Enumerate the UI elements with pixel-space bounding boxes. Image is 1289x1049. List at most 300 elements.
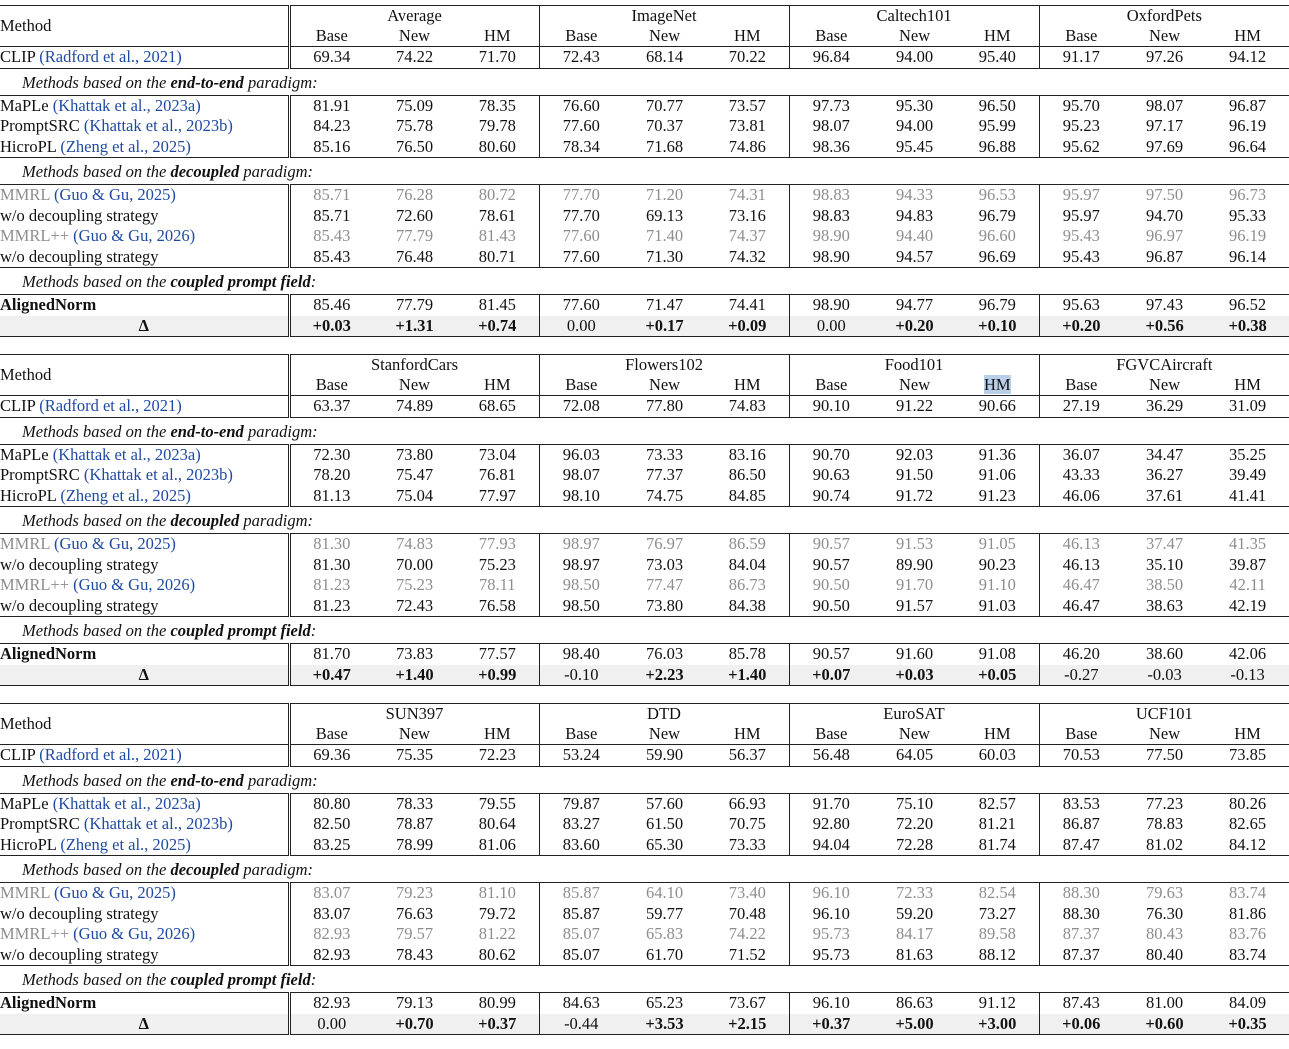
value-cell: 69.13 — [645, 205, 684, 225]
value-cell: 80.40 — [1123, 945, 1206, 966]
column-header-base: Base — [289, 25, 373, 47]
value-cell: 79.57 — [395, 924, 434, 943]
value-cell: 70.37 — [645, 116, 684, 135]
value-cell: 94.12 — [1206, 47, 1289, 69]
value-cell: 96.50 — [956, 95, 1039, 116]
paradigm-text — [0, 73, 318, 92]
column-header-new: New — [873, 374, 956, 396]
value-cell: 41.35 — [1229, 534, 1267, 553]
dataset-header: Food101 — [789, 355, 1039, 375]
value-cell: 98.90 — [812, 295, 850, 314]
paradigm-name: end-to-end — [170, 770, 244, 790]
value-cell: 95.99 — [956, 116, 1039, 137]
value-cell: 70.00 — [395, 554, 434, 574]
value-cell: 81.23 — [289, 596, 373, 617]
value-cell: +1.40 — [706, 665, 789, 686]
method-name: AlignedNorm — [0, 993, 97, 1012]
value-cell: 38.50 — [1146, 575, 1184, 594]
citation-link[interactable]: (Zheng et al., 2025) — [60, 834, 191, 854]
value-cell: 72.43 — [373, 596, 456, 617]
citation-link[interactable]: (Khattak et al., 2023b) — [83, 814, 233, 833]
value-cell: 81.22 — [456, 924, 539, 945]
citation-link[interactable]: (Guo & Gu, 2025) — [53, 185, 176, 204]
value-cell: 76.81 — [456, 465, 539, 486]
value-cell: 73.16 — [706, 206, 789, 227]
value-cell: 98.83 — [812, 185, 850, 204]
value-cell: 72.43 — [539, 47, 623, 69]
column-header-base: Base — [789, 723, 873, 745]
dataset-header: Average — [289, 6, 539, 26]
value-cell: 91.23 — [956, 486, 1039, 507]
value-cell: 94.83 — [895, 205, 934, 225]
value-cell: 79.13 — [395, 993, 434, 1012]
value-cell: 72.33 — [895, 883, 934, 902]
value-cell: 80.72 — [456, 185, 539, 206]
value-cell: 96.79 — [956, 295, 1039, 316]
paradigm-name: coupled prompt field — [170, 621, 311, 640]
value-cell: 98.36 — [789, 137, 873, 158]
value-cell: 94.00 — [873, 47, 956, 69]
value-cell: 86.59 — [706, 534, 789, 555]
value-cell: 78.34 — [539, 137, 623, 158]
value-cell: +0.38 — [1206, 316, 1289, 337]
value-cell: 76.50 — [373, 137, 456, 158]
paradigm-text — [0, 162, 313, 181]
value-cell: 74.86 — [706, 137, 789, 158]
value-cell: 81.63 — [873, 945, 956, 966]
value-cell: 89.58 — [956, 924, 1039, 945]
method-name-mmrl-wo — [0, 206, 289, 227]
paradigm-label — [0, 966, 1289, 993]
value-cell: -0.10 — [539, 665, 623, 686]
value-cell: 85.87 — [562, 903, 600, 923]
value-cell: 78.87 — [395, 814, 434, 833]
citation-link[interactable]: (Guo & Gu, 2026) — [73, 575, 196, 594]
value-cell: 74.83 — [706, 396, 789, 418]
value-cell: 73.67 — [706, 993, 789, 1014]
citation-link[interactable]: (Radford et al., 2021) — [39, 396, 182, 415]
value-cell: 77.97 — [456, 486, 539, 507]
method-name-promptsrc — [0, 116, 289, 137]
value-cell: 96.60 — [956, 226, 1039, 247]
value-cell: 91.70 — [895, 575, 934, 594]
method-name-clip — [0, 396, 289, 418]
value-cell: 96.87 — [1229, 95, 1267, 115]
value-cell: 70.48 — [706, 904, 789, 925]
value-cell: 79.63 — [1145, 883, 1184, 902]
value-cell: 73.04 — [456, 444, 539, 465]
citation-link[interactable]: (Guo & Gu, 2026) — [73, 226, 196, 245]
dataset-header: UCF101 — [1039, 704, 1289, 724]
value-cell: 70.53 — [1039, 745, 1123, 767]
value-cell: 0.00 — [289, 1014, 373, 1035]
column-header-hm: HM — [956, 25, 1039, 47]
column-header-new: New — [373, 723, 456, 745]
value-cell: 90.50 — [789, 596, 873, 617]
method-name-clip — [0, 47, 289, 69]
value-cell: 97.43 — [1146, 295, 1184, 314]
value-cell: 85.16 — [289, 137, 373, 158]
value-cell: 98.90 — [812, 226, 850, 245]
results-table-block-2 — [0, 354, 1289, 686]
value-cell: 91.70 — [812, 793, 850, 813]
value-cell: +0.03 — [873, 665, 956, 686]
method-name: MMRL — [0, 534, 50, 553]
value-cell: 77.70 — [562, 185, 600, 204]
value-cell: 73.85 — [1206, 745, 1289, 767]
paradigm-suffix: : — [310, 621, 317, 640]
method-name-mmrl-wo — [0, 555, 289, 576]
value-cell: 78.83 — [1145, 814, 1184, 833]
value-cell: 68.14 — [623, 47, 706, 69]
method-name: PromptSRC — [0, 465, 80, 484]
value-cell: +0.70 — [373, 1014, 456, 1035]
value-cell: 98.50 — [539, 596, 623, 617]
value-cell: +0.06 — [1039, 1014, 1123, 1035]
value-cell: 85.07 — [562, 924, 600, 943]
value-cell: 97.69 — [1123, 137, 1206, 158]
citation-link[interactable]: (Guo & Gu, 2025) — [53, 534, 176, 553]
value-cell: 95.62 — [1039, 137, 1123, 158]
results-table-block-3 — [0, 703, 1289, 1035]
value-cell: 77.60 — [562, 116, 600, 135]
value-cell: 96.03 — [562, 444, 600, 464]
value-cell: 98.07 — [812, 116, 850, 135]
value-cell: 79.78 — [456, 116, 539, 137]
method-name-hicropl — [0, 835, 289, 856]
value-cell: 86.50 — [706, 465, 789, 486]
value-cell: 77.60 — [562, 226, 600, 245]
method-name: HicroPL — [0, 485, 57, 505]
value-cell: 88.30 — [1062, 883, 1100, 902]
value-cell: 95.73 — [789, 945, 873, 966]
value-cell: 85.78 — [706, 644, 789, 665]
method-name-aligned — [0, 295, 289, 316]
value-cell: 64.05 — [873, 745, 956, 767]
value-cell: +0.20 — [873, 316, 956, 337]
value-cell: 80.71 — [456, 247, 539, 268]
value-cell: 75.04 — [373, 486, 456, 507]
value-cell: 27.19 — [1039, 396, 1123, 418]
value-cell: 38.63 — [1123, 596, 1206, 617]
column-header-new: New — [873, 25, 956, 47]
paradigm-label — [0, 158, 1289, 185]
paradigm-prefix: Methods based on the — [22, 621, 167, 640]
method-name-maple — [0, 444, 289, 465]
value-cell: 57.60 — [645, 793, 684, 813]
method-name-mmrl — [0, 185, 289, 206]
method-name: PromptSRC — [0, 116, 80, 135]
value-cell: 92.03 — [895, 444, 934, 464]
value-cell: 77.70 — [562, 205, 600, 225]
value-cell: 46.06 — [1039, 486, 1123, 507]
method-name-mmrlpp — [0, 226, 289, 247]
value-cell: 74.37 — [706, 226, 789, 247]
value-cell: 98.97 — [562, 554, 600, 574]
value-cell: 81.10 — [456, 883, 539, 904]
method-name-maple — [0, 95, 289, 116]
value-cell: 91.50 — [895, 465, 934, 484]
value-cell: 94.40 — [895, 226, 934, 245]
value-cell: 83.25 — [289, 835, 373, 856]
value-cell: 98.90 — [789, 247, 873, 268]
value-cell: 94.57 — [873, 247, 956, 268]
column-header-new: New — [873, 723, 956, 745]
value-cell: 65.30 — [623, 835, 706, 856]
value-cell: 85.46 — [313, 295, 351, 314]
value-cell: +0.03 — [289, 316, 373, 337]
value-cell: +0.60 — [1123, 1014, 1206, 1035]
value-cell: +3.00 — [956, 1014, 1039, 1035]
value-cell: 96.84 — [789, 47, 873, 69]
value-cell: 87.37 — [1039, 945, 1123, 966]
value-cell: +0.74 — [456, 316, 539, 337]
value-cell: 46.13 — [1062, 534, 1100, 553]
citation-link[interactable]: (Khattak et al., 2023b) — [83, 465, 233, 484]
value-cell: 76.03 — [645, 644, 684, 663]
value-cell: 90.57 — [812, 554, 850, 574]
value-cell: 74.22 — [373, 47, 456, 69]
method-name: CLIP — [0, 745, 36, 764]
column-header-new: New — [623, 374, 706, 396]
value-cell: 35.10 — [1146, 554, 1184, 574]
paradigm-prefix: Methods based on the — [22, 272, 167, 291]
value-cell: 71.40 — [645, 226, 684, 245]
paradigm-label — [0, 68, 1289, 95]
value-cell: 82.93 — [289, 945, 373, 966]
column-header-new: New — [623, 25, 706, 47]
value-cell: 74.83 — [395, 534, 434, 553]
column-header-hm: HM — [706, 25, 789, 47]
citation-link[interactable]: (Radford et al., 2021) — [39, 47, 182, 66]
value-cell: 96.52 — [1229, 295, 1267, 314]
value-cell: 82.50 — [313, 814, 351, 833]
value-cell: +1.40 — [373, 665, 456, 686]
paradigm-prefix: Methods based on the — [22, 970, 167, 989]
value-cell: 91.03 — [956, 596, 1039, 617]
method-name-mmrlpp-wo — [0, 247, 289, 268]
value-cell: 82.93 — [313, 924, 351, 943]
method-name: MMRL++ — [0, 226, 70, 245]
value-cell: 76.28 — [395, 185, 434, 204]
value-cell: 95.40 — [956, 47, 1039, 69]
column-header-base: Base — [289, 723, 373, 745]
value-cell: 84.17 — [895, 924, 934, 943]
paradigm-text — [0, 621, 316, 640]
value-cell: 97.17 — [1146, 116, 1184, 135]
delta-label: Δ — [0, 316, 289, 337]
method-name: HicroPL — [0, 834, 57, 854]
column-header-hm: HM — [706, 374, 789, 396]
value-cell: 95.97 — [1062, 185, 1100, 204]
citation-link[interactable]: (Zheng et al., 2025) — [60, 136, 191, 156]
citation-link[interactable]: (Khattak et al., 2023b) — [83, 116, 233, 135]
paradigm-suffix: paradigm: — [243, 162, 314, 181]
value-cell: 95.23 — [1062, 116, 1100, 135]
value-cell: 87.37 — [1062, 924, 1100, 943]
dataset-header: Flowers102 — [539, 355, 789, 375]
value-cell: 76.97 — [645, 534, 684, 553]
value-cell: 77.79 — [395, 295, 434, 314]
value-cell: 95.43 — [1039, 247, 1123, 268]
value-cell: 91.72 — [873, 486, 956, 507]
value-cell: 46.47 — [1062, 575, 1100, 594]
column-header-base: Base — [789, 25, 873, 47]
delta-label: Δ — [0, 665, 289, 686]
column-header-new: New — [373, 374, 456, 396]
value-cell: 77.80 — [623, 396, 706, 418]
value-cell: 36.07 — [1062, 444, 1100, 464]
value-cell: 63.37 — [289, 396, 373, 418]
value-cell: 56.37 — [706, 745, 789, 767]
method-name-mmrlpp-wo — [0, 945, 289, 966]
value-cell: 92.80 — [812, 814, 850, 833]
paradigm-name: decoupled — [170, 162, 240, 181]
value-cell: 96.10 — [812, 993, 850, 1012]
value-cell: 73.83 — [395, 644, 434, 663]
paradigm-suffix: paradigm: — [247, 770, 318, 790]
value-cell: 34.47 — [1146, 444, 1184, 464]
value-cell: 53.24 — [539, 745, 623, 767]
value-cell: 90.23 — [956, 555, 1039, 576]
value-cell: 42.11 — [1229, 575, 1266, 594]
method-name: MMRL++ — [0, 575, 70, 594]
value-cell: 94.04 — [789, 835, 873, 856]
column-header-base: Base — [539, 374, 623, 396]
value-cell: 91.60 — [895, 644, 934, 663]
value-cell: +0.35 — [1206, 1014, 1289, 1035]
value-cell: 88.30 — [1062, 903, 1100, 923]
value-cell: 81.30 — [313, 554, 351, 574]
method-name: w/o decoupling strategy — [0, 944, 159, 964]
value-cell: 96.10 — [812, 883, 850, 902]
citation-link[interactable]: (Zheng et al., 2025) — [60, 485, 191, 505]
value-cell: +0.37 — [789, 1014, 873, 1035]
value-cell: 96.19 — [1229, 116, 1267, 135]
results-table-block-1 — [0, 5, 1289, 337]
dataset-header: ImageNet — [539, 6, 789, 26]
column-header-new: New — [1123, 374, 1206, 396]
citation-link[interactable]: (Khattak et al., 2023a) — [52, 793, 201, 813]
value-cell: +0.37 — [456, 1014, 539, 1035]
value-cell: 91.22 — [873, 396, 956, 418]
method-name-aligned — [0, 993, 289, 1014]
value-cell: 96.64 — [1206, 137, 1289, 158]
value-cell: 77.93 — [456, 534, 539, 555]
value-cell: 78.35 — [456, 95, 539, 116]
value-cell: 95.63 — [1062, 295, 1100, 314]
value-cell: 73.40 — [706, 883, 789, 904]
value-cell: 71.70 — [456, 47, 539, 69]
value-cell: 75.35 — [373, 745, 456, 767]
citation-link[interactable]: (Guo & Gu, 2025) — [53, 883, 176, 902]
value-cell: 71.68 — [623, 137, 706, 158]
paradigm-prefix: Methods based on the — [22, 162, 167, 181]
value-cell: 0.00 — [789, 316, 873, 337]
value-cell: 46.47 — [1039, 596, 1123, 617]
paradigm-suffix: paradigm: — [243, 511, 314, 530]
method-name-mmrl — [0, 883, 289, 904]
value-cell: 85.43 — [289, 247, 373, 268]
method-name: AlignedNorm — [0, 295, 97, 314]
paradigm-label — [0, 417, 1289, 444]
method-name: w/o decoupling strategy — [0, 554, 159, 574]
paradigm-prefix: Methods based on the — [22, 511, 167, 530]
value-cell: 64.10 — [645, 883, 684, 902]
method-header: Method — [0, 355, 289, 396]
value-cell: +0.05 — [956, 665, 1039, 686]
value-cell: 82.65 — [1228, 814, 1267, 833]
value-cell: 90.57 — [812, 534, 850, 553]
value-cell: 80.80 — [313, 793, 351, 813]
value-cell: +2.23 — [623, 665, 706, 686]
value-cell: 91.17 — [1039, 47, 1123, 69]
value-cell: 98.97 — [562, 534, 600, 553]
value-cell: 97.26 — [1123, 47, 1206, 69]
paradigm-name: coupled prompt field — [170, 970, 311, 989]
value-cell: 36.27 — [1146, 465, 1184, 484]
method-name-hicropl — [0, 486, 289, 507]
paradigm-label — [0, 766, 1289, 793]
paradigm-label — [0, 507, 1289, 534]
value-cell: +0.17 — [623, 316, 706, 337]
method-name: w/o decoupling strategy — [0, 903, 159, 923]
value-cell: 91.36 — [956, 444, 1039, 465]
value-cell: 35.25 — [1229, 444, 1267, 464]
value-cell: -0.44 — [539, 1014, 623, 1035]
value-cell: 96.79 — [956, 206, 1039, 227]
value-cell: 75.09 — [395, 95, 434, 115]
method-name-promptsrc — [0, 465, 289, 486]
value-cell: 60.03 — [956, 745, 1039, 767]
value-cell: 81.21 — [956, 814, 1039, 835]
value-cell: 77.57 — [456, 644, 539, 665]
value-cell: 69.34 — [289, 47, 373, 69]
citation-link[interactable]: (Khattak et al., 2023a) — [52, 95, 201, 115]
value-cell: +3.53 — [623, 1014, 706, 1035]
value-cell: 56.48 — [789, 745, 873, 767]
value-cell: 96.53 — [956, 185, 1039, 206]
value-cell: 84.23 — [313, 116, 351, 135]
value-cell: -0.13 — [1206, 665, 1289, 686]
value-cell: 37.47 — [1146, 534, 1184, 553]
column-header-hm: HM — [1206, 374, 1289, 396]
citation-link[interactable]: (Guo & Gu, 2026) — [73, 924, 196, 943]
value-cell: 42.19 — [1206, 596, 1289, 617]
value-cell: 46.20 — [1062, 644, 1100, 663]
value-cell: 74.89 — [373, 396, 456, 418]
value-cell: 80.64 — [456, 814, 539, 835]
method-name: MaPLe — [0, 95, 49, 115]
value-cell: +0.10 — [956, 316, 1039, 337]
value-cell: 72.20 — [895, 814, 934, 833]
paradigm-suffix: paradigm: — [247, 421, 318, 441]
value-cell: 83.27 — [562, 814, 600, 833]
value-cell: 83.07 — [313, 883, 351, 902]
column-header-hm — [956, 374, 1039, 396]
value-cell: 98.07 — [562, 465, 600, 484]
method-name: MaPLe — [0, 793, 49, 813]
value-cell: 91.10 — [956, 575, 1039, 596]
value-cell: 77.50 — [1123, 745, 1206, 767]
value-cell: 80.26 — [1228, 793, 1267, 813]
citation-link[interactable]: (Radford et al., 2021) — [39, 745, 182, 764]
value-cell: 83.74 — [1206, 945, 1289, 966]
citation-link[interactable]: (Khattak et al., 2023a) — [52, 444, 201, 464]
column-header-hm: HM — [1206, 723, 1289, 745]
value-cell: 59.77 — [645, 903, 684, 923]
method-name: MMRL++ — [0, 924, 70, 943]
